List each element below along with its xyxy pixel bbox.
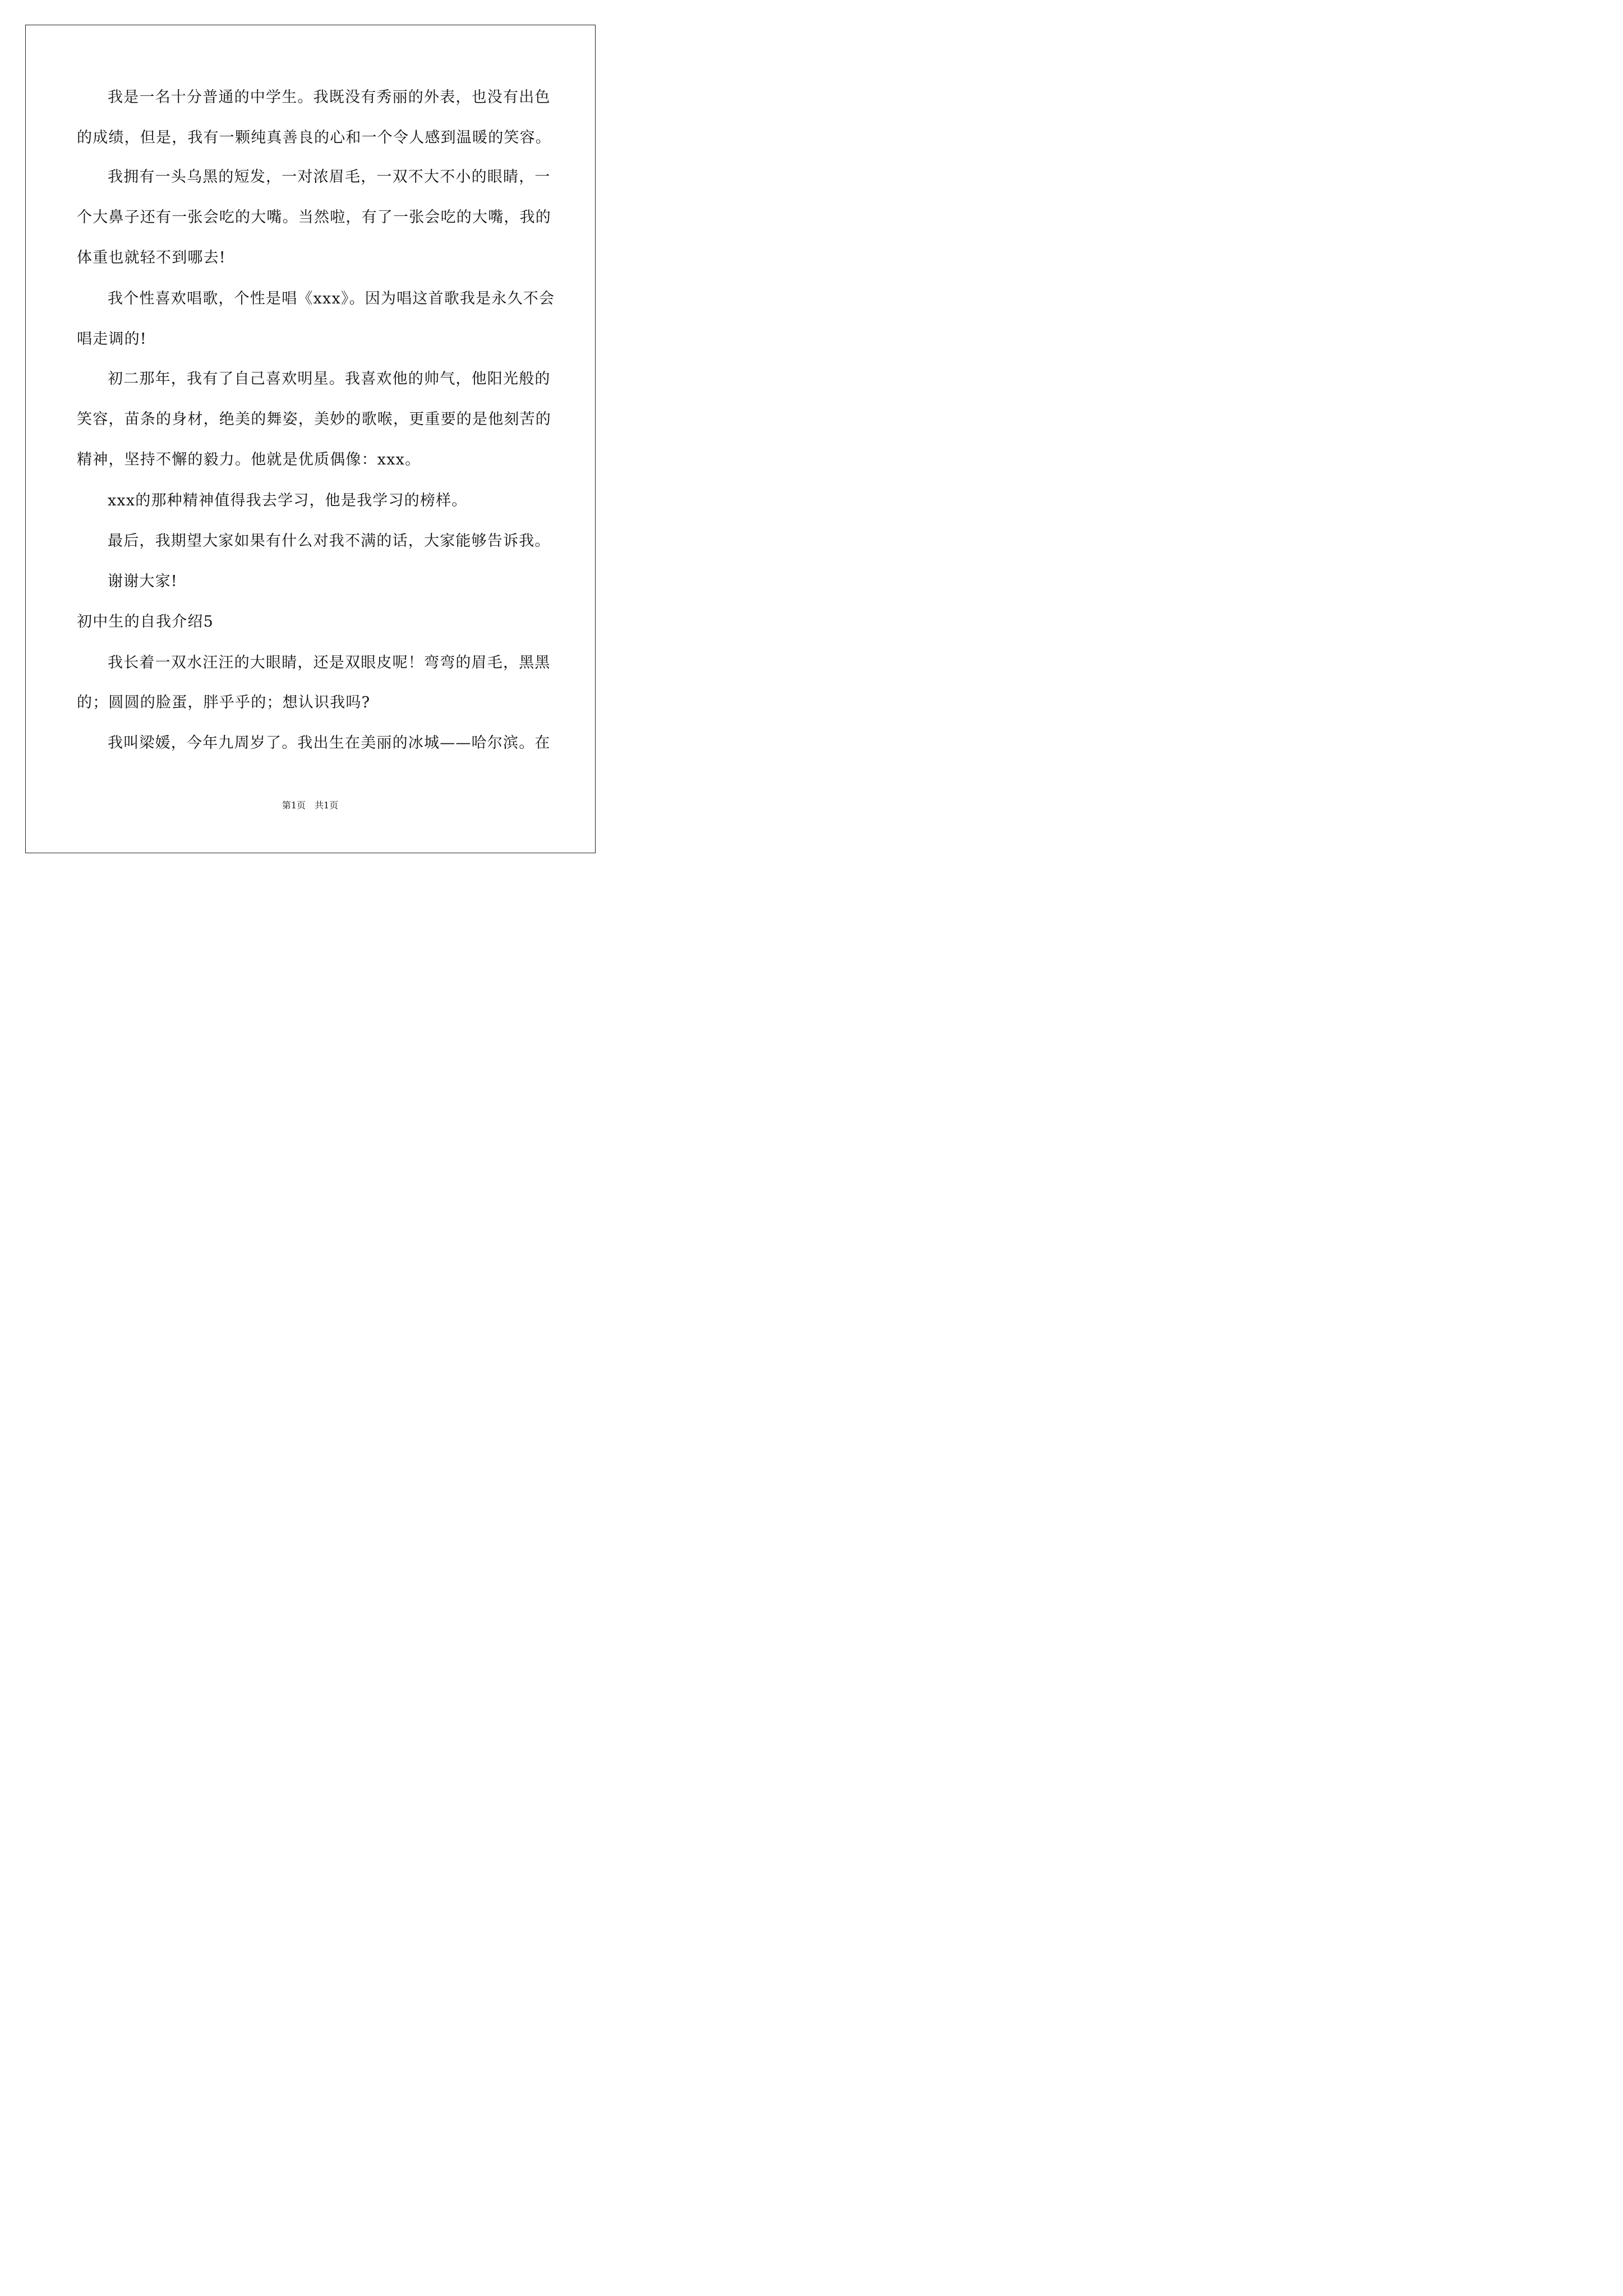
page-border (25, 25, 596, 853)
section-heading: 初中生的自我介绍5 (77, 613, 214, 631)
paragraph-4-line-3: 精神，坚持不懈的毅力。他就是优质偶像：xxx。 (77, 451, 421, 468)
paragraph-9-line-1: 我叫梁媛，今年九周岁了。我出生在美丽的冰城——哈尔滨。在 (108, 734, 551, 752)
paragraph-8-line-1: 我长着一双水汪汪的大眼睛，还是双眼皮呢！弯弯的眉毛，黑黑 (108, 654, 551, 671)
paragraph-2-line-3: 体重也就轻不到哪去! (77, 249, 226, 266)
paragraph-1-line-1: 我是一名十分普通的中学生。我既没有秀丽的外表，也没有出色 (108, 89, 551, 106)
paragraph-7-line-1: 谢谢大家! (108, 573, 178, 590)
paragraph-3-line-2: 唱走调的! (77, 330, 147, 348)
paragraph-8-line-2: 的；圆圆的脸蛋，胖乎乎的；想认识我吗? (77, 694, 371, 711)
page-footer: 第1页 共1页 (282, 800, 339, 811)
paragraph-6-line-1: 最后，我期望大家如果有什么对我不满的话，大家能够告诉我。 (108, 532, 551, 550)
paragraph-3-line-1: 我个性喜欢唱歌，个性是唱《xxx》。因为唱这首歌我是永久不会 (108, 290, 555, 307)
paragraph-1-line-2: 的成绩，但是，我有一颗纯真善良的心和一个令人感到温暖的笑容。 (77, 129, 551, 146)
paragraph-4-line-1: 初二那年，我有了自己喜欢明星。我喜欢他的帅气，他阳光般的 (108, 370, 551, 388)
paragraph-4-line-2: 笑容，苗条的身材，绝美的舞姿，美妙的歌喉，更重要的是他刻苦的 (77, 411, 551, 428)
paragraph-5-line-1: xxx的那种精神值得我去学习，他是我学习的榜样。 (108, 492, 468, 509)
paragraph-2-line-2: 个大鼻子还有一张会吃的大嘴。当然啦，有了一张会吃的大嘴，我的 (77, 209, 551, 226)
paragraph-2-line-1: 我拥有一头乌黑的短发，一对浓眉毛，一双不大不小的眼睛，一 (108, 168, 551, 186)
